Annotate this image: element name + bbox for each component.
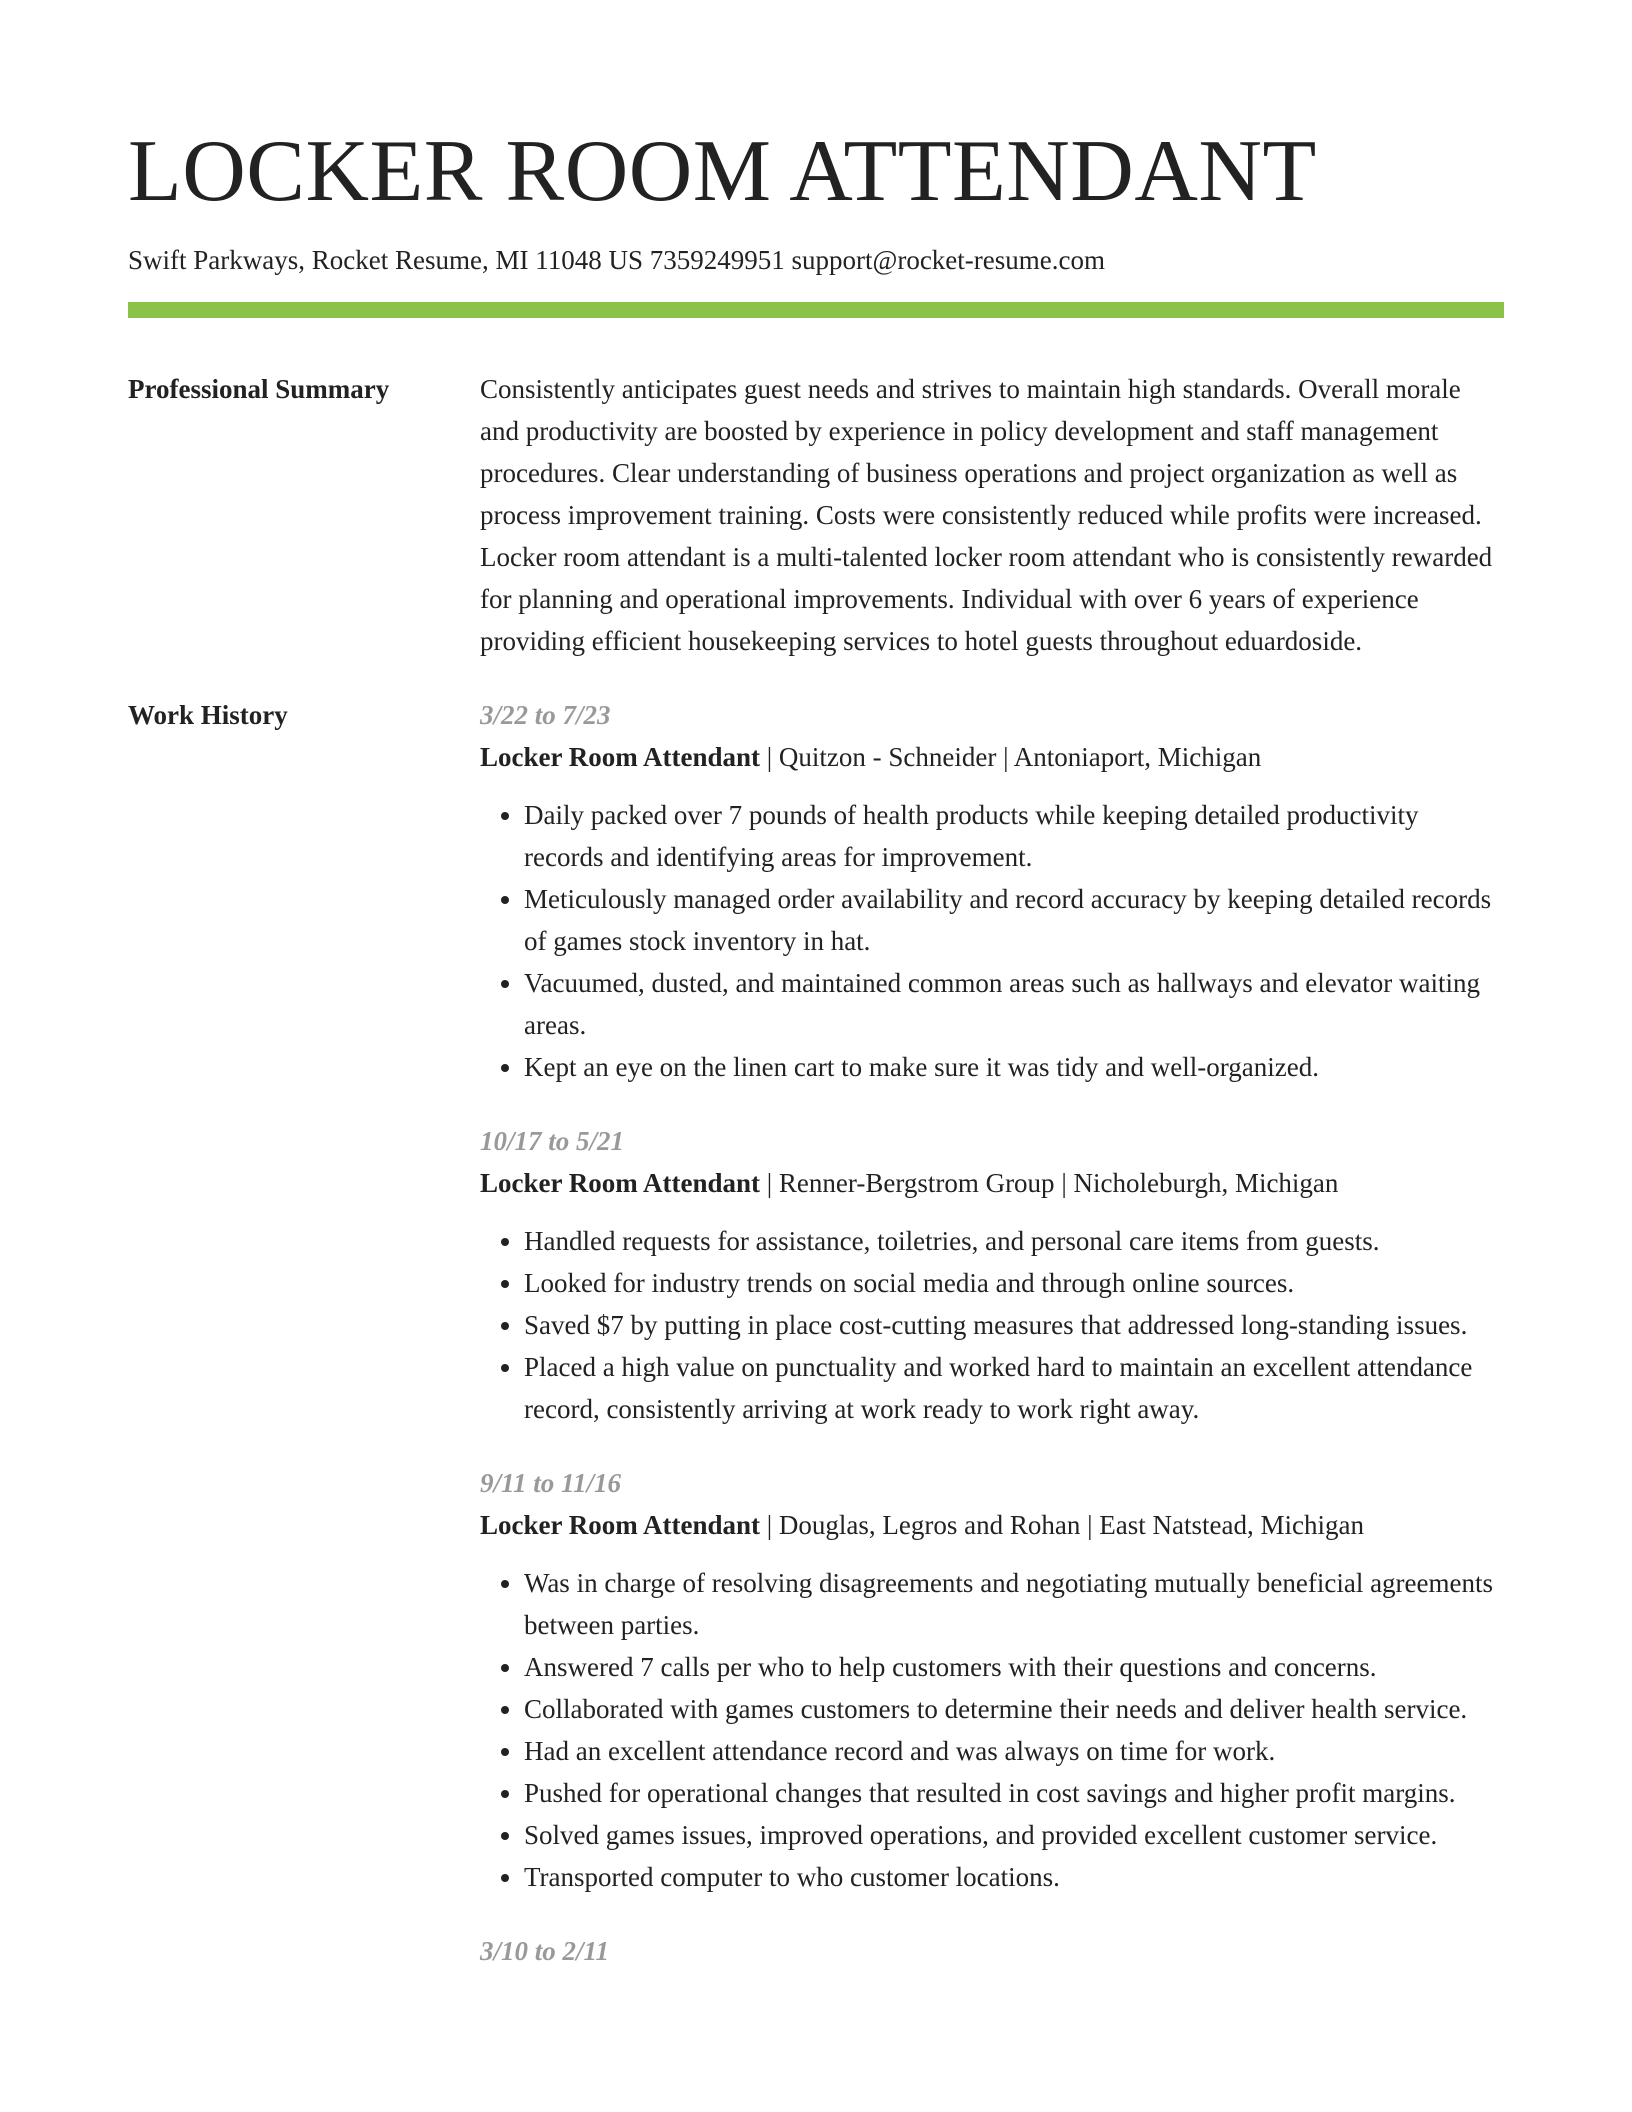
job-bullet: • Answered 7 calls per who to help customers with their questions and concerns. (524, 1646, 1504, 1688)
header-divider (128, 302, 1504, 318)
job-dates: 9/11 to 11/16 (480, 1468, 622, 1498)
job-bullet: • Placed a high value on punctuality and worked hard to maintain an excellent attendance record, consistently arriving at work ready to work right away. (524, 1346, 1504, 1430)
job-location: Nicholeburgh, Michigan (1073, 1168, 1339, 1198)
job-header (480, 1504, 1504, 1546)
job-bullets (480, 1220, 1504, 1430)
contact-address: Swift Parkways, Rocket Resume, MI 11048 US (128, 245, 643, 275)
job-bullet: • Saved $7 by putting in place cost-cutting measures that addressed long-standing issues. (524, 1304, 1504, 1346)
job-bullet: • Vacuumed, dusted, and maintained common areas such as hallways and elevator waiting areas. (524, 962, 1504, 1046)
job-entry (480, 694, 1504, 1088)
contact-line (128, 242, 1504, 278)
separator: | (1003, 742, 1014, 772)
summary-body (480, 368, 1504, 662)
work-history-body (480, 694, 1504, 2004)
job-entry (480, 1462, 1504, 1898)
section-heading-summary: Professional Summary (128, 374, 390, 404)
job-bullet: • Meticulously managed order availability and record accuracy by keeping detailed records of games stock inventory in hat. (524, 878, 1504, 962)
job-dates: 3/10 to 2/11 (480, 1936, 610, 1966)
job-bullet: • Kept an eye on the linen cart to make sure it was tidy and well-organized. (524, 1046, 1504, 1088)
professional-summary-section (128, 368, 1504, 662)
summary-text: Consistently anticipates guest needs and strives to maintain high standards. Overall morale and productivity are boosted by experience in policy development and staff management procedures. Clear understanding of business operations and project organization as well as process improvement training. Costs were consistently reduced while profits were increased. Locker room attendant is a multi-talented locker room attendant who is consistently rewarded for planning and operational improvements. Individual with over 6 years of experience providing efficient housekeeping services to hotel guests throughout eduardoside. (480, 374, 1493, 656)
separator: | (766, 1510, 779, 1540)
job-company: Renner-Bergstrom Group (778, 1168, 1055, 1198)
job-bullet: • Transported computer to who customer locations. (524, 1856, 1504, 1898)
job-title: Locker Room Attendant (480, 1510, 760, 1540)
job-bullet: • Collaborated with games customers to determine their needs and deliver health service. (524, 1688, 1504, 1730)
job-bullets (480, 1562, 1504, 1898)
job-bullet: • Solved games issues, improved operations, and provided excellent customer service. (524, 1814, 1504, 1856)
separator: | (1061, 1168, 1074, 1198)
resume-name: LOCKER ROOM ATTENDANT (128, 123, 1317, 220)
job-dates: 3/22 to 7/23 (480, 700, 611, 730)
job-bullet: • Was in charge of resolving disagreements and negotiating mutually beneficial agreements between parties. (524, 1562, 1504, 1646)
job-bullet: • Looked for industry trends on social media and through online sources. (524, 1262, 1504, 1304)
job-bullet: • Had an excellent attendance record and was always on time for work. (524, 1730, 1504, 1772)
separator: | (766, 1168, 779, 1198)
job-header (480, 736, 1504, 778)
work-history-section (128, 694, 1504, 2004)
job-title: Locker Room Attendant (480, 742, 760, 772)
job-company: Quitzon - Schneider (778, 742, 997, 772)
job-bullet: • Daily packed over 7 pounds of health products while keeping detailed productivity records and identifying areas for improvement. (524, 794, 1504, 878)
separator: | (766, 742, 779, 772)
job-entry (480, 1930, 1504, 1972)
contact-phone: 7359249951 (649, 245, 785, 275)
resume-page (128, 0, 1504, 2004)
job-bullet: • Pushed for operational changes that resulted in cost savings and higher profit margins. (524, 1772, 1504, 1814)
job-entry (480, 1120, 1504, 1430)
job-bullets (480, 794, 1504, 1088)
contact-email[interactable]: support@rocket-resume.com (791, 245, 1105, 275)
job-location: East Natstead, Michigan (1099, 1510, 1364, 1540)
job-location: Antoniaport, Michigan (1013, 742, 1262, 772)
job-header (480, 1162, 1504, 1204)
separator: | (1087, 1510, 1100, 1540)
job-company: Douglas, Legros and Rohan (778, 1510, 1081, 1540)
section-heading-work-history: Work History (128, 700, 288, 730)
job-title: Locker Room Attendant (480, 1168, 760, 1198)
job-dates: 10/17 to 5/21 (480, 1126, 625, 1156)
job-bullet: • Handled requests for assistance, toiletries, and personal care items from guests. (524, 1220, 1504, 1262)
